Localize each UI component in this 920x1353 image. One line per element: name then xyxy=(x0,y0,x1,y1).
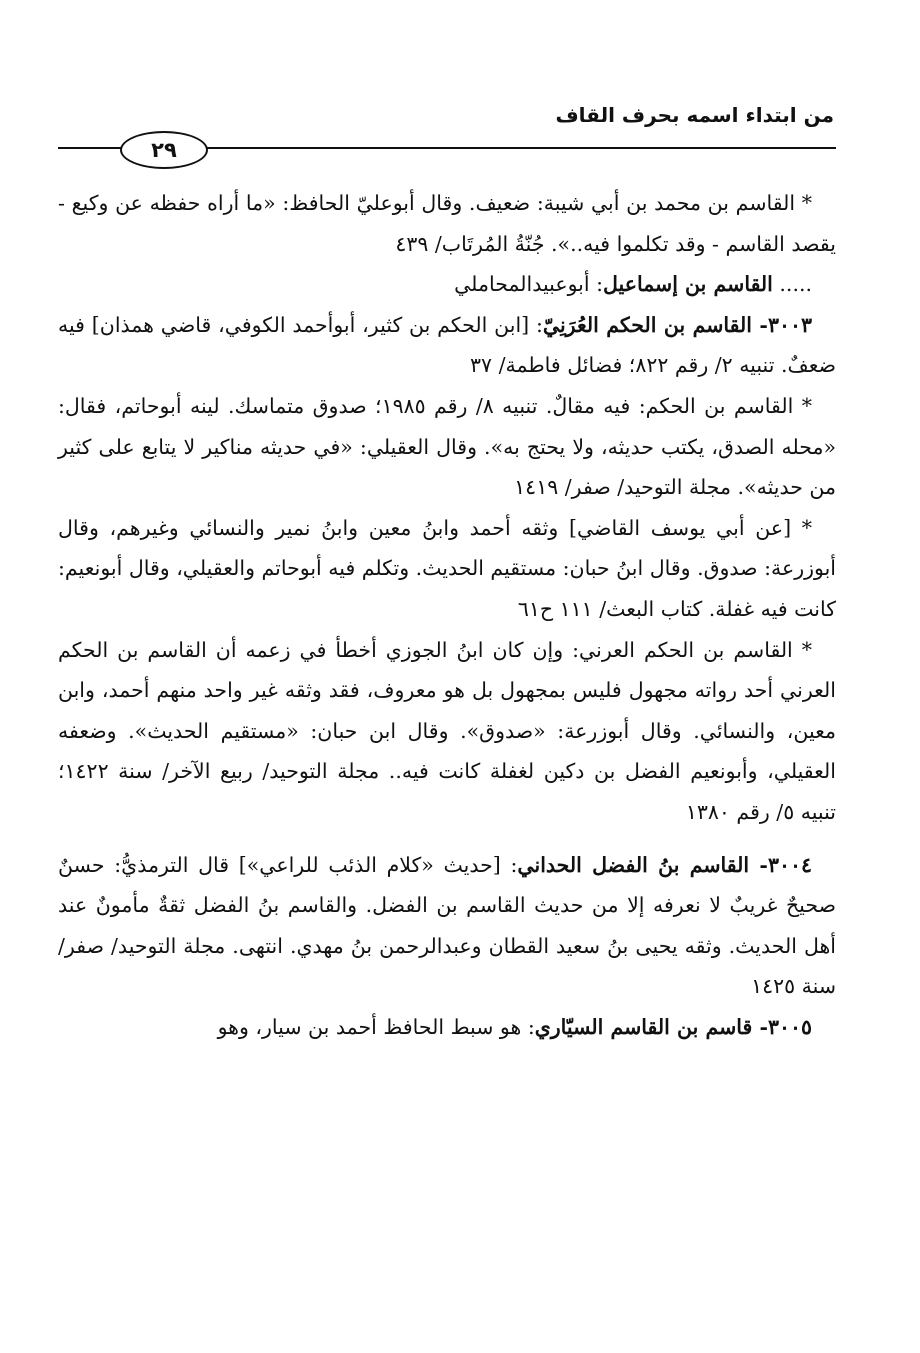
paragraph-text: ..... xyxy=(772,272,812,297)
page-number xyxy=(120,131,208,169)
paragraph xyxy=(58,264,836,305)
paragraph xyxy=(58,183,836,264)
running-header: من ابتداء اسمه بحرف القاف xyxy=(555,103,834,127)
paragraph xyxy=(58,630,836,833)
body-text xyxy=(58,183,836,1047)
paragraph-text: : [حديث «كلام الذئب للراعي»] قال الترمذيُّ: حسنٌ صحيحٌ غريبٌ لا نعرفه إلا من حديث القاسم بن الفضل. والقاسم بنُ الفضل ثقةٌ مأمونٌ عند أهل الحديث. وثقه يحيى بنُ سعيد القطان وعبدالرحمن بنُ مهدي. انتهى. مجلة التوحيد/ صفر/ سنة ١٤٢٥ xyxy=(58,852,836,999)
paragraph xyxy=(58,508,836,630)
page-number-text: ٢٩ xyxy=(151,138,177,162)
entry-heading: ٣٠٠٥- قاسم بن القاسم السيّاري xyxy=(534,1014,812,1039)
paragraph-text: : [ابن الحكم بن كثير، أبوأحمد الكوفي، قاضي همذان] فيه ضعفٌ. تنبيه ٢/ رقم ٨٢٢؛ فضائل فاطمة/ ٣٧ xyxy=(58,312,836,378)
paragraph-text: * القاسم بن الحكم: فيه مقالٌ. تنبيه ٨/ رقم ١٩٨٥؛ صدوق متماسك. لينه أبوحاتم، فقال: «محله الصدق، يكتب حديثه، ولا يحتج به». وقال العقيلي: «في حديثه مناكير لا يتابع على كثير من حديثه». مجلة التوحيد/ صفر/ ١٤١٩ xyxy=(58,393,836,500)
paragraph xyxy=(58,845,836,1007)
paragraph-text: * [عن أبي يوسف القاضي] وثقه أحمد وابنُ معين وابنُ نمير والنسائي وغيرهم، وقال أبوزرعة: صدوق. وقال ابنُ حبان: مستقيم الحديث. وتكلم فيه أبوحاتم والعقيلي، وقال أبونعيم: كانت فيه غفلة. كتاب البعث/ ١١١ ح٦١ xyxy=(58,515,836,621)
paragraph xyxy=(58,386,836,508)
paragraph xyxy=(58,305,836,386)
paragraph-text: : أبوعبيدالمحاملي xyxy=(454,272,603,297)
paragraph xyxy=(58,1007,836,1048)
paragraph-text: * القاسم بن محمد بن أبي شيبة: ضعيف. وقال أبوعليّ الحافظ: «ما أراه حفظه عن وكيع - يقصد القاسم - وقد تكلموا فيه..». جُنّةُ المُرتَاب/ ٤٣٩ xyxy=(58,191,836,256)
paragraph-text: : هو سبط الحافظ أحمد بن سيار، وهو xyxy=(217,1014,535,1039)
entry-heading: ٣٠٠٤- القاسم بنُ الفضل الحداني xyxy=(517,852,812,877)
paragraph-text: * القاسم بن الحكم العرني: وإن كان ابنُ الجوزي أخطأ في زعمه أن القاسم بن الحكم العرني أحد رواته مجهول فليس بمجهول بل هو معروف، فقد وثقه غير واحد منهم أحمد، وابن معين، والنسائي. وقال أبوزرعة: «صدوق». وقال ابن حبان: «مستقيم الحديث». وضعفه العقيلي، وأبونعيم الفضل بن دكين لغفلة كانت فيه.. مجلة التوحيد/ ربيع الآخر/ سنة ١٤٢٢؛ تنبيه ٥/ رقم ١٣٨٠ xyxy=(58,637,836,824)
entry-heading: ٣٠٠٣- القاسم بن الحكم العُرَنِيّ xyxy=(542,312,812,337)
entry-name: القاسم بن إسماعيل xyxy=(603,272,773,297)
